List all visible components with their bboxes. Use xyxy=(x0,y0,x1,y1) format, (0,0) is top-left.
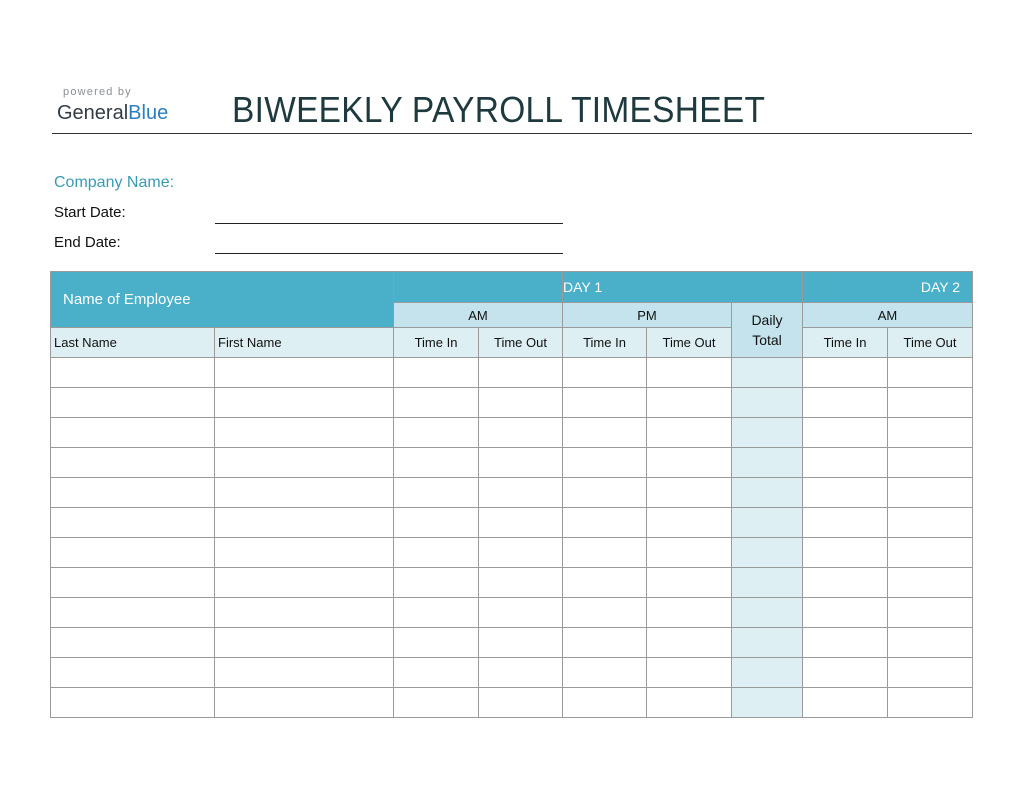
table-cell[interactable] xyxy=(647,508,732,538)
table-cell[interactable] xyxy=(394,418,479,448)
table-cell[interactable] xyxy=(215,688,394,718)
total-label: Total xyxy=(752,332,782,348)
table-cell[interactable] xyxy=(888,448,973,478)
table-cell[interactable] xyxy=(394,658,479,688)
day2-am-header: AM xyxy=(803,303,973,328)
table-row xyxy=(51,358,973,388)
table-cell[interactable] xyxy=(394,568,479,598)
table-cell[interactable] xyxy=(647,358,732,388)
table-cell[interactable] xyxy=(215,508,394,538)
start-date-label: Start Date: xyxy=(54,204,126,221)
end-date-label: End Date: xyxy=(54,234,121,251)
table-cell[interactable] xyxy=(888,658,973,688)
table-cell[interactable] xyxy=(803,508,888,538)
company-name-label: Company Name: xyxy=(54,174,175,191)
table-cell[interactable] xyxy=(215,358,394,388)
table-cell[interactable] xyxy=(888,568,973,598)
table-cell[interactable] xyxy=(479,538,563,568)
table-cell[interactable] xyxy=(479,508,563,538)
table-cell[interactable] xyxy=(479,598,563,628)
daily-total-cell[interactable] xyxy=(732,478,803,508)
daily-total-cell[interactable] xyxy=(732,568,803,598)
table-row xyxy=(51,388,973,418)
table-cell[interactable] xyxy=(215,658,394,688)
table-cell[interactable] xyxy=(51,508,215,538)
table-cell[interactable] xyxy=(888,538,973,568)
col-first-name: First Name xyxy=(215,328,394,358)
table-cell[interactable] xyxy=(563,388,647,418)
table-cell[interactable] xyxy=(888,388,973,418)
table-cell[interactable] xyxy=(51,598,215,628)
table-cell[interactable] xyxy=(51,478,215,508)
table-cell[interactable] xyxy=(803,598,888,628)
table-cell[interactable] xyxy=(51,658,215,688)
table-cell[interactable] xyxy=(394,388,479,418)
powered-by-text: powered by xyxy=(63,86,132,98)
table-cell[interactable] xyxy=(51,688,215,718)
col-day1-pm-time-in: Time In xyxy=(563,328,647,358)
table-cell[interactable] xyxy=(394,478,479,508)
table-cell[interactable] xyxy=(215,628,394,658)
table-cell[interactable] xyxy=(647,688,732,718)
col-day1-pm-time-out: Time Out xyxy=(647,328,732,358)
table-cell[interactable] xyxy=(647,658,732,688)
table-cell[interactable] xyxy=(647,478,732,508)
day1-am-header: AM xyxy=(394,303,563,328)
table-cell[interactable] xyxy=(51,448,215,478)
table-row xyxy=(51,448,973,478)
brand-blue-text: Blue xyxy=(128,102,169,124)
table-cell[interactable] xyxy=(394,688,479,718)
table-cell[interactable] xyxy=(394,538,479,568)
daily-total-header xyxy=(732,303,803,358)
table-cell[interactable] xyxy=(51,538,215,568)
table-cell[interactable] xyxy=(215,598,394,628)
table-cell[interactable] xyxy=(803,538,888,568)
table-cell[interactable] xyxy=(563,538,647,568)
title-divider xyxy=(52,133,972,134)
table-cell[interactable] xyxy=(563,628,647,658)
table-row xyxy=(51,508,973,538)
table-cell[interactable] xyxy=(647,538,732,568)
table-cell[interactable] xyxy=(215,538,394,568)
table-cell[interactable] xyxy=(51,418,215,448)
table-cell[interactable] xyxy=(888,628,973,658)
table-cell[interactable] xyxy=(563,478,647,508)
daily-label: Daily xyxy=(751,312,783,328)
table-cell[interactable] xyxy=(803,688,888,718)
brand-general-text: General xyxy=(57,102,129,124)
daily-total-cell[interactable] xyxy=(732,508,803,538)
table-cell[interactable] xyxy=(479,358,563,388)
table-cell[interactable] xyxy=(563,598,647,628)
table-cell[interactable] xyxy=(803,358,888,388)
generalblue-logo xyxy=(57,85,168,125)
daily-total-cell[interactable] xyxy=(732,448,803,478)
table-cell[interactable] xyxy=(215,568,394,598)
day1-pm-header: PM xyxy=(563,303,732,328)
table-cell[interactable] xyxy=(215,388,394,418)
timesheet-table xyxy=(50,271,973,718)
table-cell[interactable] xyxy=(647,568,732,598)
table-cell[interactable] xyxy=(803,448,888,478)
table-cell[interactable] xyxy=(215,448,394,478)
table-cell[interactable] xyxy=(51,388,215,418)
table-cell[interactable] xyxy=(51,628,215,658)
table-cell[interactable] xyxy=(563,448,647,478)
table-cell[interactable] xyxy=(803,478,888,508)
col-day2-am-time-out: Time Out xyxy=(888,328,973,358)
table-cell[interactable] xyxy=(51,358,215,388)
table-cell[interactable] xyxy=(888,688,973,718)
table-cell[interactable] xyxy=(479,688,563,718)
table-cell[interactable] xyxy=(394,508,479,538)
col-day1-am-time-in: Time In xyxy=(394,328,479,358)
table-cell[interactable] xyxy=(563,508,647,538)
table-row xyxy=(51,538,973,568)
brand-wordmark xyxy=(57,101,168,125)
start-date-field[interactable] xyxy=(215,223,563,224)
table-cell[interactable] xyxy=(803,568,888,598)
table-cell[interactable] xyxy=(803,658,888,688)
daily-total-cell[interactable] xyxy=(732,658,803,688)
table-cell[interactable] xyxy=(647,598,732,628)
table-cell[interactable] xyxy=(394,358,479,388)
table-row xyxy=(51,478,973,508)
daily-total-cell[interactable] xyxy=(732,688,803,718)
table-cell[interactable] xyxy=(888,598,973,628)
table-cell[interactable] xyxy=(803,628,888,658)
table-row xyxy=(51,688,973,718)
table-cell[interactable] xyxy=(888,418,973,448)
table-row xyxy=(51,598,973,628)
table-row xyxy=(51,418,973,448)
table-cell[interactable] xyxy=(479,448,563,478)
table-cell[interactable] xyxy=(51,568,215,598)
daily-total-cell[interactable] xyxy=(732,598,803,628)
table-cell[interactable] xyxy=(479,388,563,418)
table-cell[interactable] xyxy=(803,388,888,418)
table-cell[interactable] xyxy=(647,388,732,418)
table-row xyxy=(51,658,973,688)
table-cell[interactable] xyxy=(215,418,394,448)
table-cell[interactable] xyxy=(394,598,479,628)
daily-total-cell[interactable] xyxy=(732,628,803,658)
col-day2-am-time-in: Time In xyxy=(803,328,888,358)
table-cell[interactable] xyxy=(563,418,647,448)
col-last-name: Last Name xyxy=(51,328,215,358)
table-cell[interactable] xyxy=(563,568,647,598)
table-cell[interactable] xyxy=(479,658,563,688)
table-cell[interactable] xyxy=(647,448,732,478)
table-cell[interactable] xyxy=(394,628,479,658)
day1-header: DAY 1 xyxy=(563,272,803,303)
daily-total-cell[interactable] xyxy=(732,388,803,418)
table-cell[interactable] xyxy=(647,628,732,658)
table-cell[interactable] xyxy=(563,358,647,388)
table-cell[interactable] xyxy=(479,418,563,448)
employee-name-header: Name of Employee xyxy=(51,272,394,328)
table-cell[interactable] xyxy=(394,448,479,478)
table-cell[interactable] xyxy=(479,628,563,658)
table-cell[interactable] xyxy=(888,358,973,388)
table-cell[interactable] xyxy=(479,568,563,598)
daily-total-cell[interactable] xyxy=(732,538,803,568)
daily-total-cell[interactable] xyxy=(732,358,803,388)
table-cell[interactable] xyxy=(563,688,647,718)
page-title: BIWEEKLY PAYROLL TIMESHEET xyxy=(232,89,766,130)
day1-header-left xyxy=(394,272,563,303)
end-date-field[interactable] xyxy=(215,253,563,254)
table-cell[interactable] xyxy=(888,508,973,538)
day2-header: DAY 2 xyxy=(803,272,973,303)
table-cell[interactable] xyxy=(647,418,732,448)
table-row xyxy=(51,568,973,598)
table-row xyxy=(51,628,973,658)
table-cell[interactable] xyxy=(479,478,563,508)
daily-total-cell[interactable] xyxy=(732,418,803,448)
table-cell[interactable] xyxy=(563,658,647,688)
col-day1-am-time-out: Time Out xyxy=(479,328,563,358)
table-cell[interactable] xyxy=(215,478,394,508)
table-cell[interactable] xyxy=(888,478,973,508)
table-cell[interactable] xyxy=(803,418,888,448)
